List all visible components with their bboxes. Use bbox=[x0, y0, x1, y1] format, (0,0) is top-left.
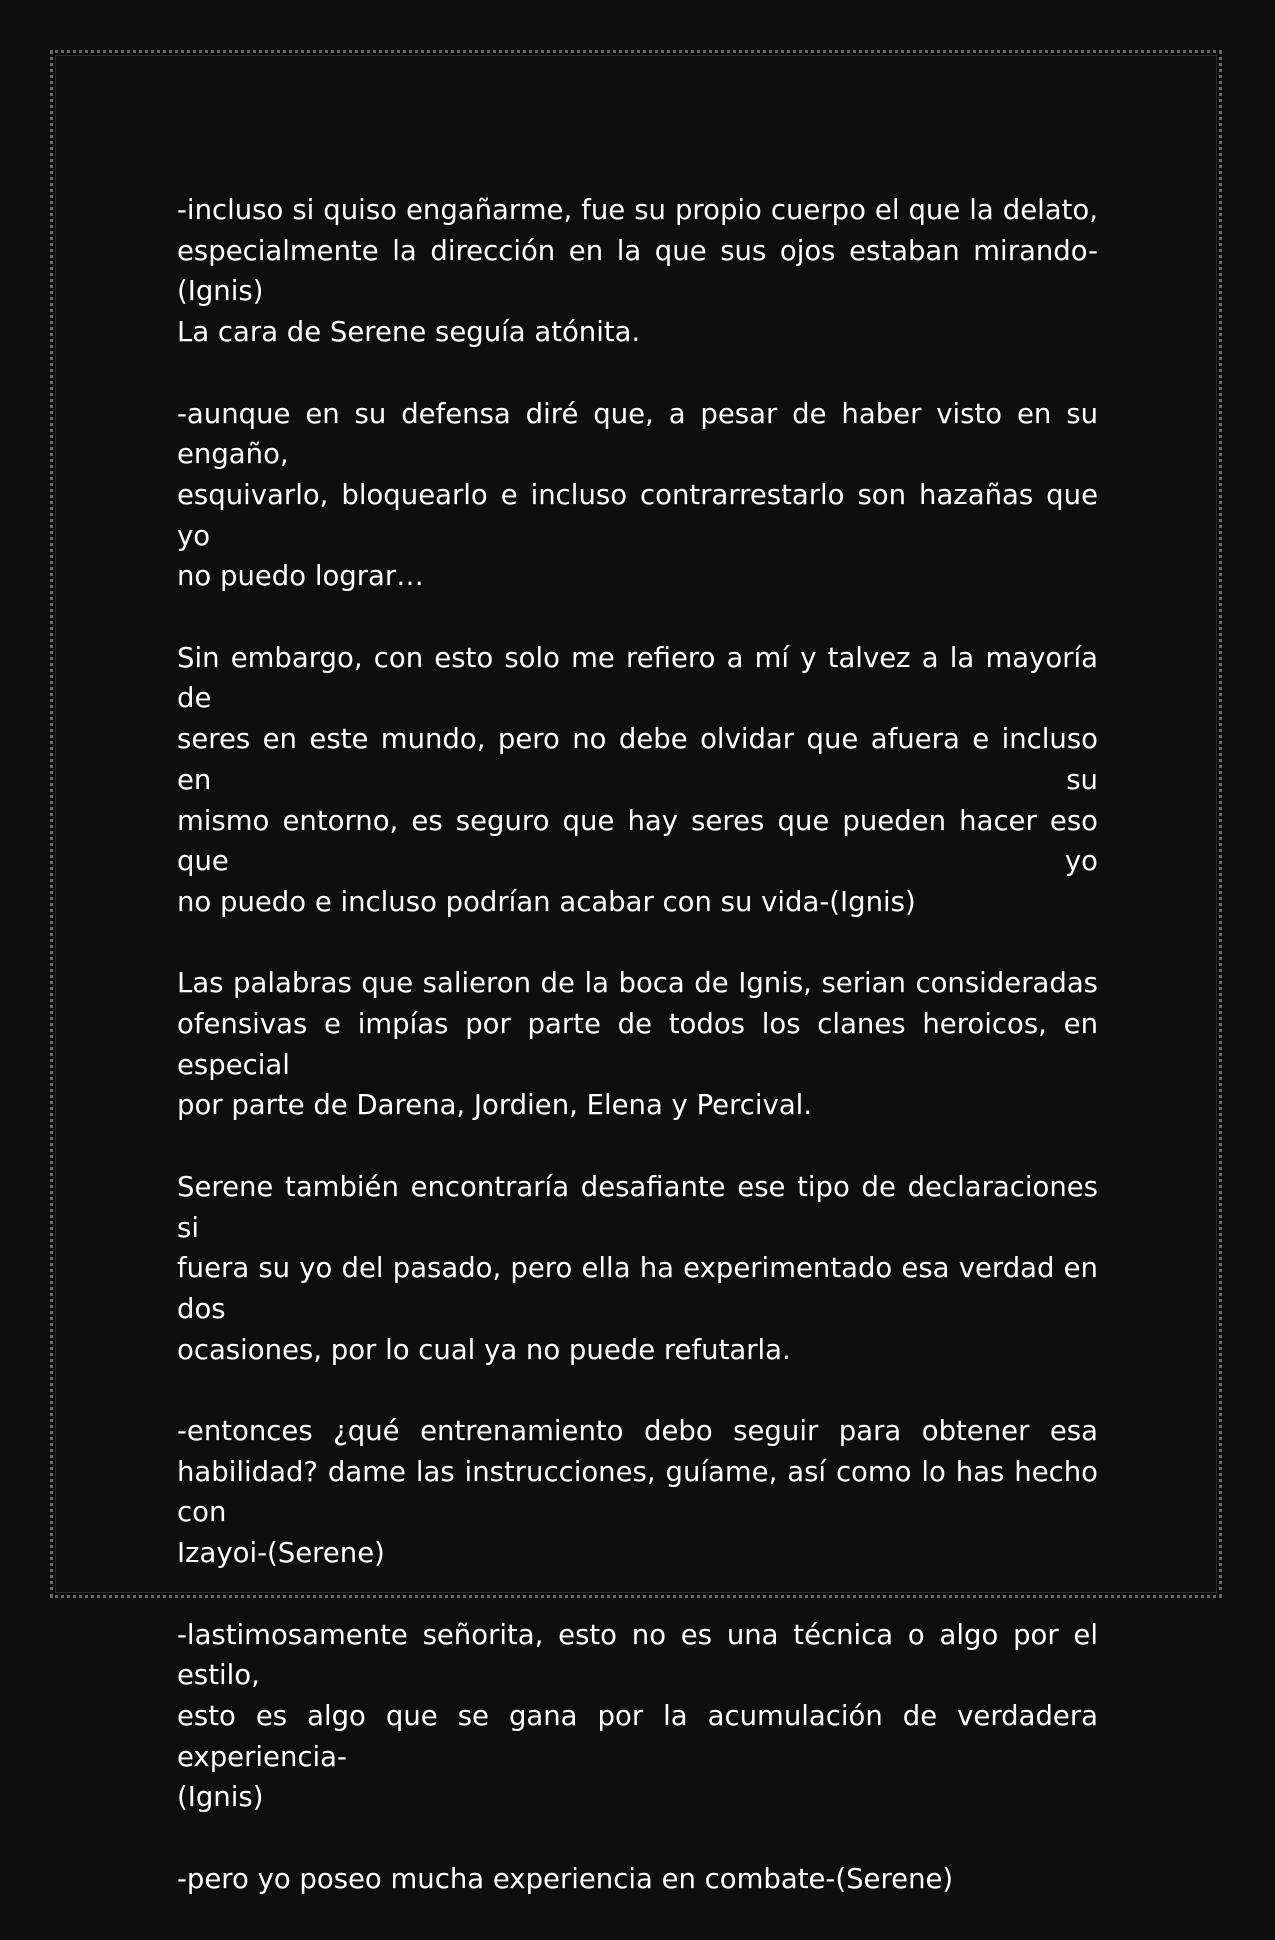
text-line: ofensivas e impías por parte de todos los clanes heroicos, en especial bbox=[177, 1008, 1098, 1081]
text-line: por parte de Darena, Jordien, Elena y Percival. bbox=[177, 1089, 813, 1122]
paragraph bbox=[177, 1859, 1098, 1900]
text-line: mismo entorno, es seguro que hay seres que pueden hacer eso que yo bbox=[177, 804, 1098, 878]
text-line: Izayoi-(Serene) bbox=[177, 1537, 385, 1570]
text-line: La cara de Serene seguía atónita. bbox=[177, 316, 641, 349]
paragraph bbox=[177, 190, 1098, 353]
text-line: habilidad? dame las instrucciones, guíame, así como lo has hecho con bbox=[177, 1455, 1098, 1529]
paragraph bbox=[177, 1615, 1098, 1819]
text-line: fuera su yo del pasado, pero ella ha experimentado esa verdad en dos bbox=[177, 1252, 1098, 1325]
text-line: seres en este mundo, pero no debe olvidar que afuera e incluso en su bbox=[177, 723, 1098, 796]
text-line: ocasiones, por lo cual ya no puede refutarla. bbox=[177, 1333, 791, 1366]
paragraph bbox=[177, 638, 1098, 923]
paragraph bbox=[177, 394, 1098, 598]
text-line: -entonces ¿qué entrenamiento debo seguir para obtener esa bbox=[177, 1415, 1098, 1448]
text-line: no puedo lograr… bbox=[177, 560, 424, 593]
paragraph bbox=[177, 1411, 1098, 1574]
text-line: -pero yo poseo mucha experiencia en combate-(Serene) bbox=[177, 1862, 954, 1895]
text-line: -lastimosamente señorita, esto no es una técnica o algo por el estilo, bbox=[177, 1618, 1098, 1692]
text-line: esto es algo que se gana por la acumulación de verdadera experiencia- bbox=[177, 1699, 1098, 1773]
text-line: Sin embargo, con esto solo me refiero a mí y talvez a la mayoría de bbox=[177, 641, 1098, 715]
text-line: Las palabras que salieron de la boca de Ignis, serian consideradas bbox=[177, 967, 1098, 1000]
text-line: -aunque en su defensa diré que, a pesar de haber visto en su engaño, bbox=[177, 397, 1098, 471]
text-line: -incluso si quiso engañarme, fue su propio cuerpo el que la delato, bbox=[177, 194, 1098, 226]
text-line: esquivarlo, bloquearlo e incluso contrarrestarlo son hazañas que yo bbox=[177, 478, 1098, 552]
paragraph bbox=[177, 1167, 1098, 1371]
text-line: especialmente la dirección en la que sus ojos estaban mirando-(Ignis) bbox=[177, 234, 1098, 308]
paragraph bbox=[177, 963, 1098, 1126]
text-line: Serene también encontraría desafiante ese tipo de declaraciones si bbox=[177, 1170, 1098, 1244]
text-line: no puedo e incluso podrían acabar con su vida-(Ignis) bbox=[177, 885, 916, 918]
document-body bbox=[177, 190, 1098, 1940]
text-line: (Ignis) bbox=[177, 1781, 264, 1814]
